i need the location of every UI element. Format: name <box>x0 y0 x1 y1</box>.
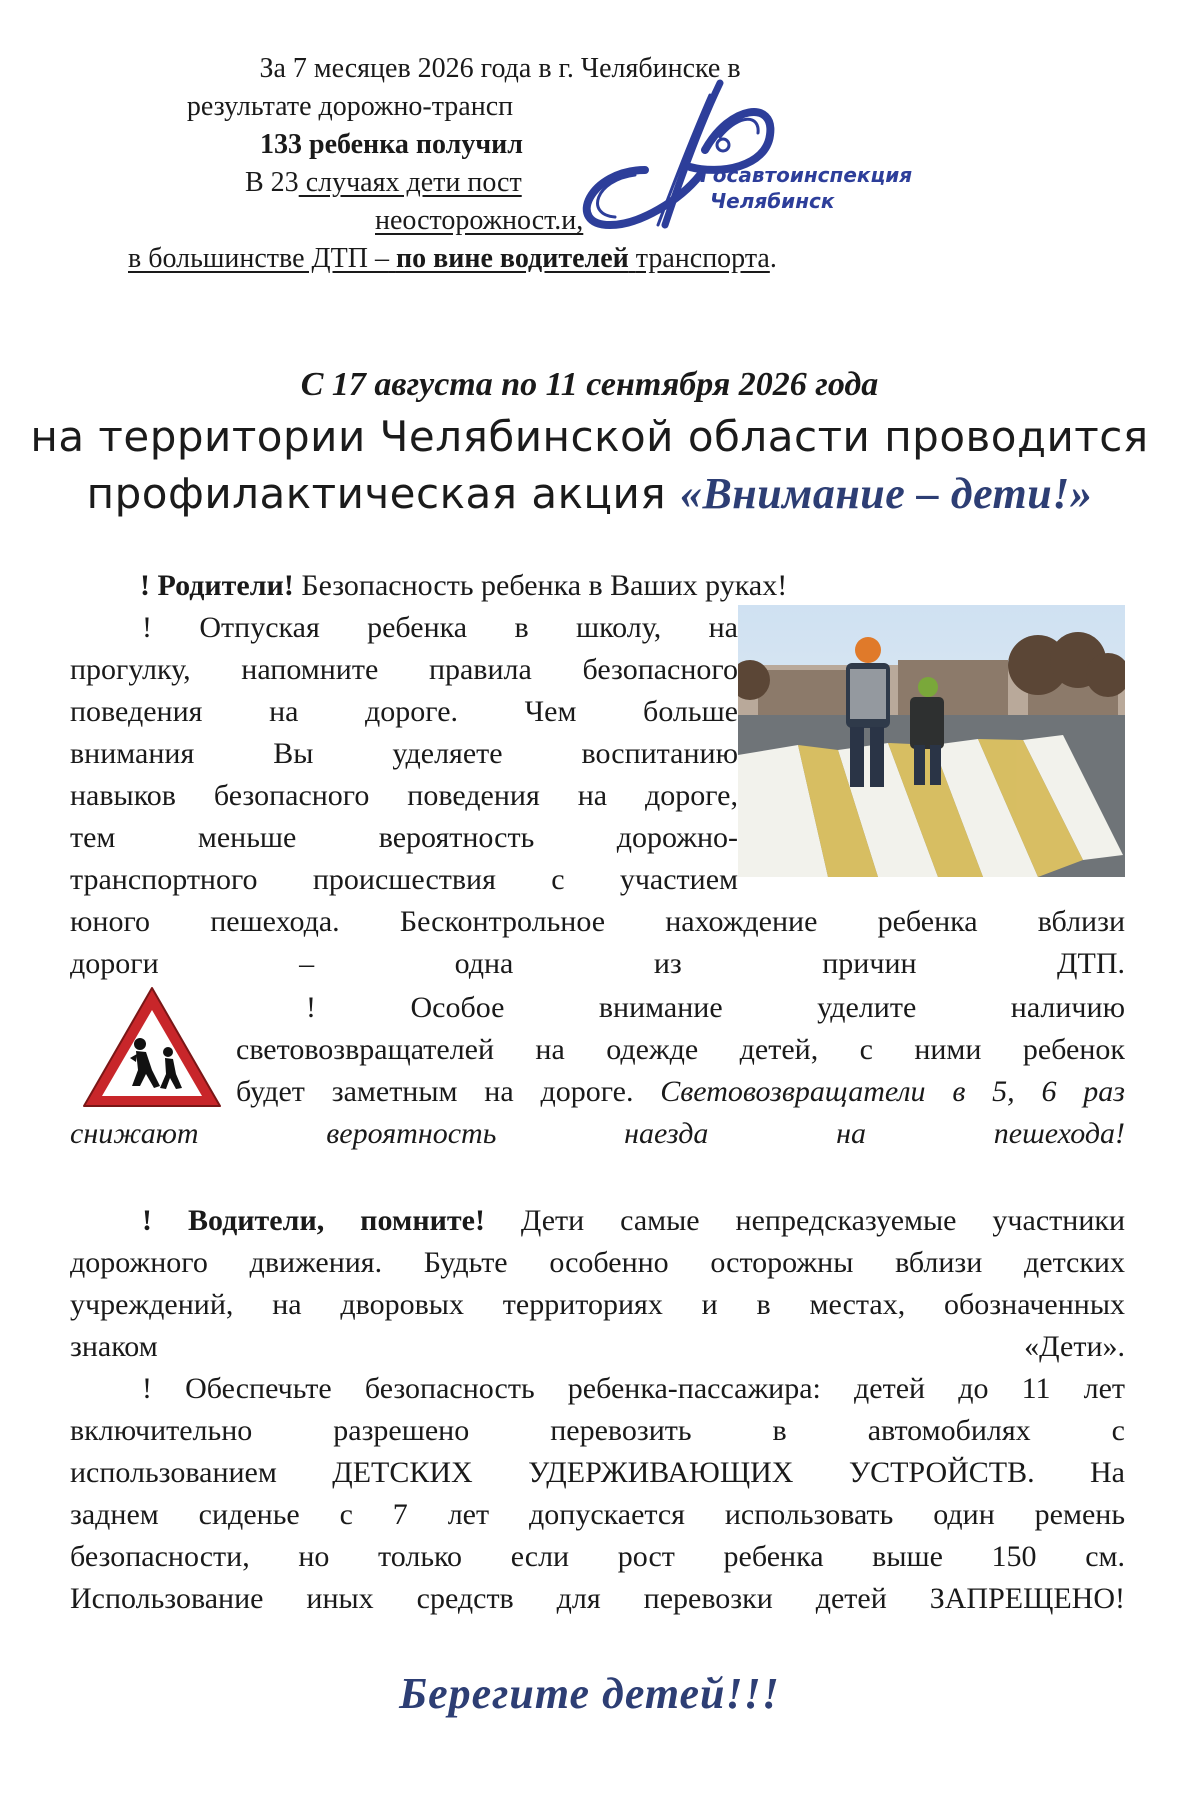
drivers-paragraph <box>70 1200 1125 1368</box>
passenger-line: ! Обеспечьте безопасность ребенка-пассажира: детей до 11 лет <box>142 1372 1125 1405</box>
children-crossing-photo <box>738 605 1125 877</box>
drivers-line: ! Водители, помните! Дети самые непредсказуемые участники <box>142 1204 1125 1237</box>
closing-slogan: Берегите детей!!! <box>399 1669 780 1718</box>
passenger-line: безопасности, но только если рост ребенка выше 150 см. <box>70 1540 1125 1573</box>
reflectors-line: ! Особое внимание уделите наличию <box>306 991 1125 1024</box>
stat-line-2: результате дорожно-трансп <box>186 91 514 122</box>
reflectors-paragraph <box>236 987 1125 1113</box>
passenger-line: использованием ДЕТСКИХ УДЕРЖИВАЮЩИХ УСТРОЙСТВ. На <box>70 1456 1125 1489</box>
parents-line: транспортного происшествия с участием <box>70 863 738 896</box>
campaign-action-name: «Внимание – дети!» <box>679 469 1093 518</box>
gosavtoinspektsiya-logo <box>570 75 913 235</box>
reflectors-line: будет заметным на дороге. Световозвращатели в 5, 6 раз <box>236 1075 1125 1108</box>
children-warning-sign-icon <box>80 982 225 1112</box>
campaign-line-1: на территории Челябинской области проводится <box>30 412 1149 461</box>
drivers-line: знаком «Дети». <box>70 1330 1125 1363</box>
parents-line: тем меньше вероятность дорожно- <box>70 821 738 854</box>
campaign-line-2: профилактическая акция «Внимание – дети!» <box>86 469 1093 518</box>
parents-line: дороги – одна из причин ДТП. <box>70 947 1125 980</box>
stat-line-3: 133 ребенка получил <box>260 129 524 160</box>
stat-line-4: В 23 случаях дети пост <box>245 167 522 198</box>
stat-line-6: в большинстве ДТП – по вине водителей транспорта. <box>128 243 777 274</box>
campaign-dates: С 17 августа по 11 сентября 2026 года <box>300 366 879 403</box>
logo-text-line-1: Госавтоинспекция <box>700 163 913 187</box>
passenger-line: заднем сиденье с 7 лет допускается использовать один ремень <box>70 1498 1125 1531</box>
stat-line-1: За 7 месяцев 2026 года в г. Челябинске в <box>259 53 741 84</box>
parents-line: внимания Вы уделяете воспитанию <box>70 737 738 770</box>
drivers-line: дорожного движения. Будьте особенно осторожны вблизи детских <box>70 1246 1125 1279</box>
stat-line-5: неосторожност.и, <box>375 205 584 236</box>
parents-line: навыков безопасного поведения на дороге, <box>70 779 738 812</box>
parents-line: юного пешехода. Бесконтрольное нахождение ребенка вблизи <box>70 905 1125 938</box>
passenger-paragraph <box>70 1368 1125 1620</box>
parents-line: ! Отпуская ребенка в школу, на <box>142 611 738 644</box>
parents-paragraph-continued <box>70 901 1125 985</box>
passenger-line: включительно разрешено перевозить в автомобилях с <box>70 1414 1125 1447</box>
parents-line: поведения на дороге. Чем больше <box>70 695 738 728</box>
reflectors-line: световозвращателей на одежде детей, с ними ребенок <box>236 1033 1125 1066</box>
parents-heading: ! Родители! Безопасность ребенка в Ваших руках! <box>140 569 788 602</box>
parents-line: прогулку, напомните правила безопасного <box>70 653 738 686</box>
drivers-line: учреждений, на дворовых территориях и в местах, обозначенных <box>70 1288 1125 1321</box>
logo-text-line-2: Челябинск <box>710 189 835 213</box>
reflectors-line-4: снижают вероятность наезда на пешехода! <box>70 1117 1125 1150</box>
passenger-line: Использование иных средств для перевозки детей ЗАПРЕЩЕНО! <box>70 1582 1125 1615</box>
parents-paragraph <box>70 607 738 901</box>
